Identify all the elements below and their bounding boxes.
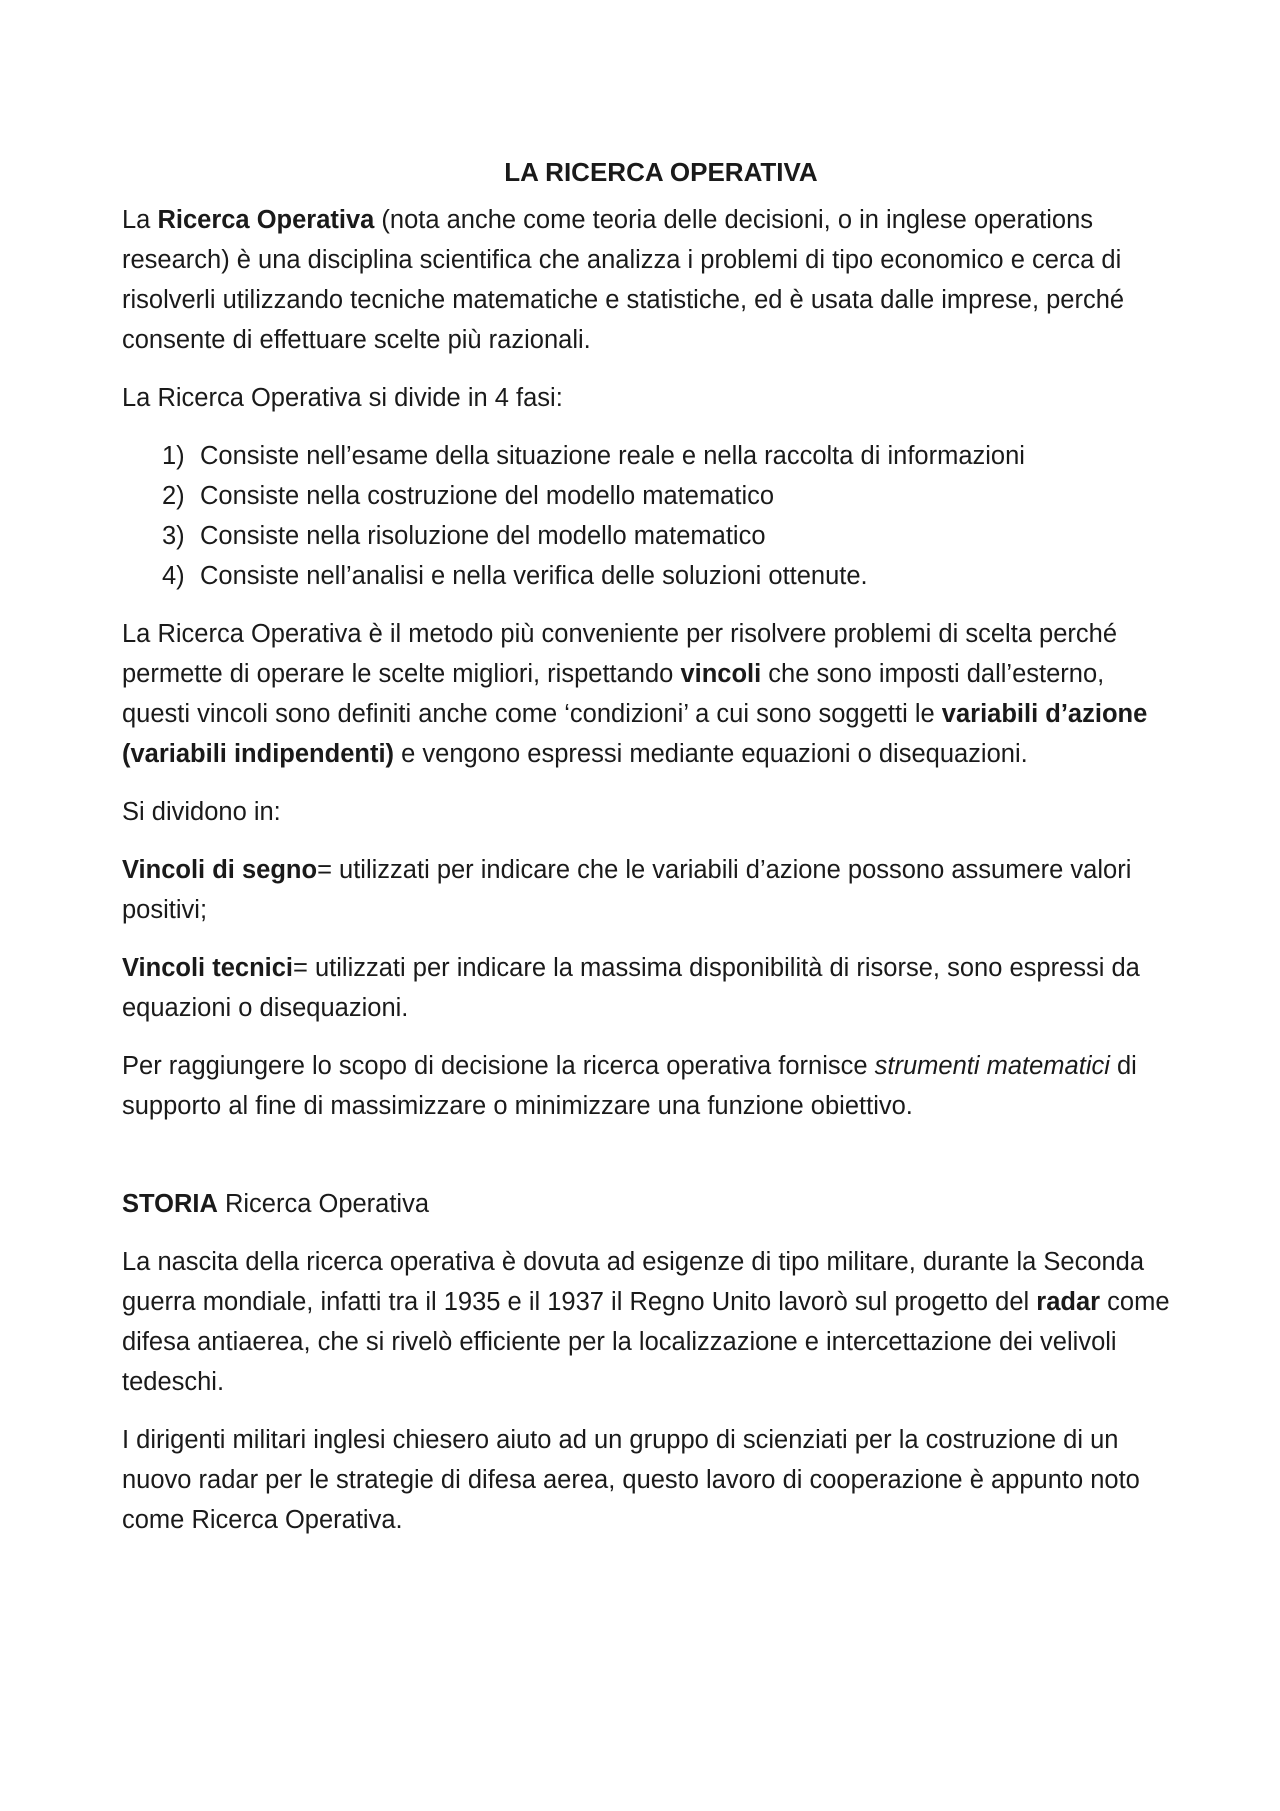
tech-constraints-text: = utilizzati per indicare la massima disponibilità di risorse, sono espressi da equazioni o disequazioni. [122, 954, 1140, 1022]
tech-constraints-term: Vincoli tecnici [122, 954, 294, 982]
sign-constraints-paragraph [122, 850, 1172, 930]
tech-constraints-paragraph [122, 948, 1172, 1028]
method-bold-vincoli: vincoli [680, 660, 762, 688]
document-page [122, 152, 1172, 1558]
divide-in-paragraph: Si dividono in: [122, 798, 281, 826]
intro-text-pre: La [122, 206, 158, 234]
phases-intro: La Ricerca Operativa si divide in 4 fasi: [122, 384, 563, 412]
list-item-text: Consiste nella costruzione del modello matematico [200, 482, 775, 510]
intro-bold-term: Ricerca Operativa [157, 206, 375, 234]
blank-line [122, 1144, 1172, 1184]
goal-text-post: di supporto al fine di massimizzare o minimizzare una funzione obiettivo. [122, 1052, 1137, 1120]
page-title: LA RICERCA OPERATIVA [504, 157, 818, 187]
goal-italic-term: strumenti matematici [874, 1052, 1110, 1080]
history-paragraph-1 [122, 1242, 1172, 1402]
history-heading-text: Ricerca Operativa [217, 1190, 430, 1218]
list-number: 4) [162, 562, 185, 590]
goal-paragraph [122, 1046, 1172, 1126]
list-item-text: Consiste nella risoluzione del modello matematico [200, 522, 766, 550]
list-item-text: Consiste nell’analisi e nella verifica delle soluzioni ottenute. [200, 562, 868, 590]
intro-paragraph [122, 200, 1172, 360]
intro-text-post: (nota anche come teoria delle decisioni, o in inglese operations research) è una disciplina scientifica che analizza i problemi di tipo economico e cerca di risolverli utilizzando tecniche matematiche e statistiche, ed è usata dalle imprese, perché consente di effettuare scelte più razionali. [122, 206, 1125, 354]
list-number: 2) [162, 482, 185, 510]
sign-constraints-text: = utilizzati per indicare che le variabili d’azione possono assumere valori positivi; [122, 856, 1132, 924]
history-text-pre: La nascita della ricerca operativa è dovuta ad esigenze di tipo militare, durante la Seconda guerra mondiale, infatti tra il 1935 e il 1937 il Regno Unito lavorò sul progetto del [122, 1248, 1145, 1316]
method-text-pre: La Ricerca Operativa è il metodo più conveniente per risolvere problemi di scelta perché permette di operare le scelte migliori, rispettando [122, 620, 1118, 688]
goal-text-pre: Per raggiungere lo scopo di decisione la ricerca operativa fornisce [122, 1052, 875, 1080]
history-paragraph-2: I dirigenti militari inglesi chiesero aiuto ad un gruppo di scienziati per la costruzione di un nuovo radar per le strategie di difesa aerea, questo lavoro di cooperazione è appunto noto come Ricerca Operativa. [122, 1426, 1140, 1534]
history-bold-radar: radar [1036, 1288, 1101, 1316]
list-item [122, 556, 1172, 596]
list-number: 3) [162, 522, 185, 550]
phases-list [122, 436, 1172, 596]
list-item [122, 436, 1172, 476]
list-item [122, 476, 1172, 516]
list-item [122, 516, 1172, 556]
history-heading-bold: STORIA [122, 1190, 218, 1218]
sign-constraints-term: Vincoli di segno [122, 856, 318, 884]
list-number: 1) [162, 442, 185, 470]
method-text-post: e vengono espressi mediante equazioni o disequazioni. [394, 740, 1028, 768]
method-paragraph [122, 614, 1172, 774]
method-bold-variabili: variabili d’azione (variabili indipendenti) [122, 700, 1148, 768]
history-text-post: come difesa antiaerea, che si rivelò efficiente per la localizzazione e intercettazione dei velivoli tedeschi. [122, 1288, 1170, 1396]
history-heading [122, 1184, 1172, 1224]
method-text-mid: che sono imposti dall’esterno, questi vincoli sono definiti anche come ‘condizioni’ a cui sono soggetti le [122, 660, 1105, 728]
list-item-text: Consiste nell’esame della situazione reale e nella raccolta di informazioni [200, 442, 1025, 470]
